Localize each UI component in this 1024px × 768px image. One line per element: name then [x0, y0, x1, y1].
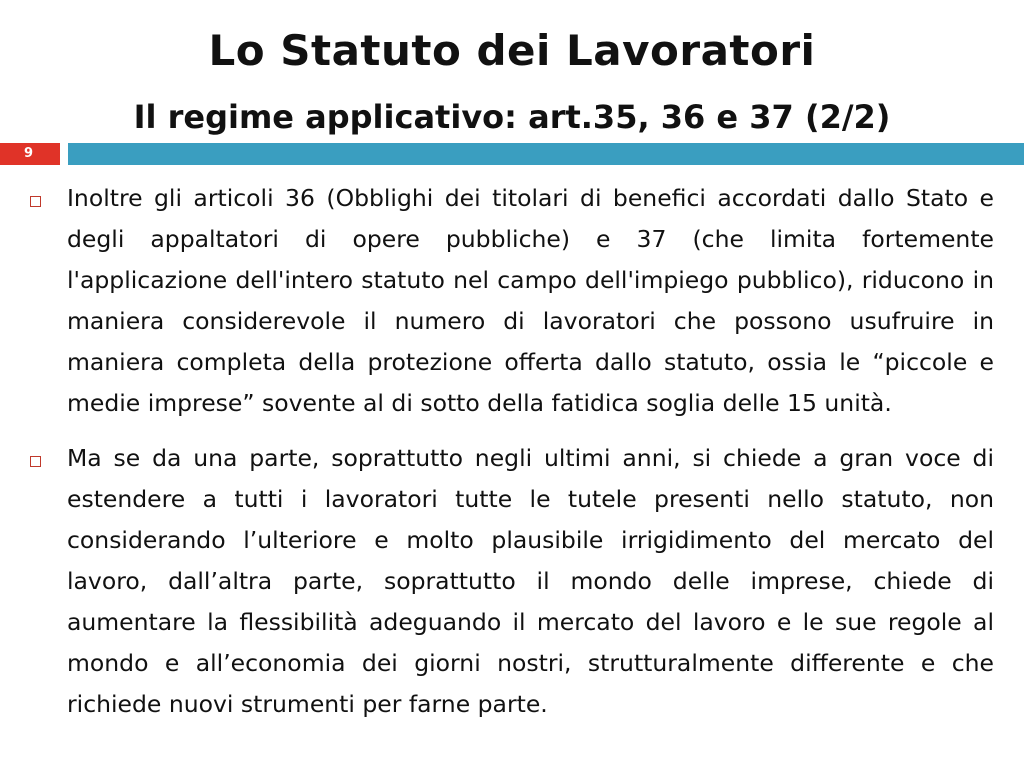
- list-item: [30, 438, 994, 725]
- header-divider-band: [68, 143, 1024, 165]
- square-bullet-icon: [30, 456, 41, 467]
- square-bullet-icon: [30, 196, 41, 207]
- page-number: 9: [24, 146, 34, 161]
- page-number-band: [0, 143, 60, 165]
- list-item: [30, 178, 994, 424]
- slide-subtitle: Il regime applicativo: art.35, 36 e 37 (2/2): [133, 98, 891, 136]
- bullet-list: [30, 178, 994, 739]
- bullet-text: Inoltre gli articoli 36 (Obblighi dei titolari di benefici accordati dallo Stato e degli appaltatori di opere pubbliche) e 37 (che limita fortemente l'applicazione dell'intero statuto nel campo dell'impiego pubblico), riducono in maniera considerevole il numero di lavoratori che possono usufruire in maniera completa della protezione offerta dallo statuto, ossia le “piccole e medie imprese” sovente al di sotto della fatidica soglia delle 15 unità.: [67, 184, 994, 417]
- bullet-text: Ma se da una parte, soprattutto negli ultimi anni, si chiede a gran voce di estendere a tutti i lavoratori tutte le tutele presenti nello statuto, non considerando l’ulteriore e molto plausibile irrigidimento del mercato del lavoro, dall’altra parte, soprattutto il mondo delle imprese, chiede di aumentare la flessibilità adeguando il mercato del lavoro e le sue regole al mondo e all’economia dei giorni nostri, strutturalmente differente e che richiede nuovi strumenti per farne parte.: [67, 444, 994, 718]
- slide-title: Lo Statuto dei Lavoratori: [208, 26, 816, 75]
